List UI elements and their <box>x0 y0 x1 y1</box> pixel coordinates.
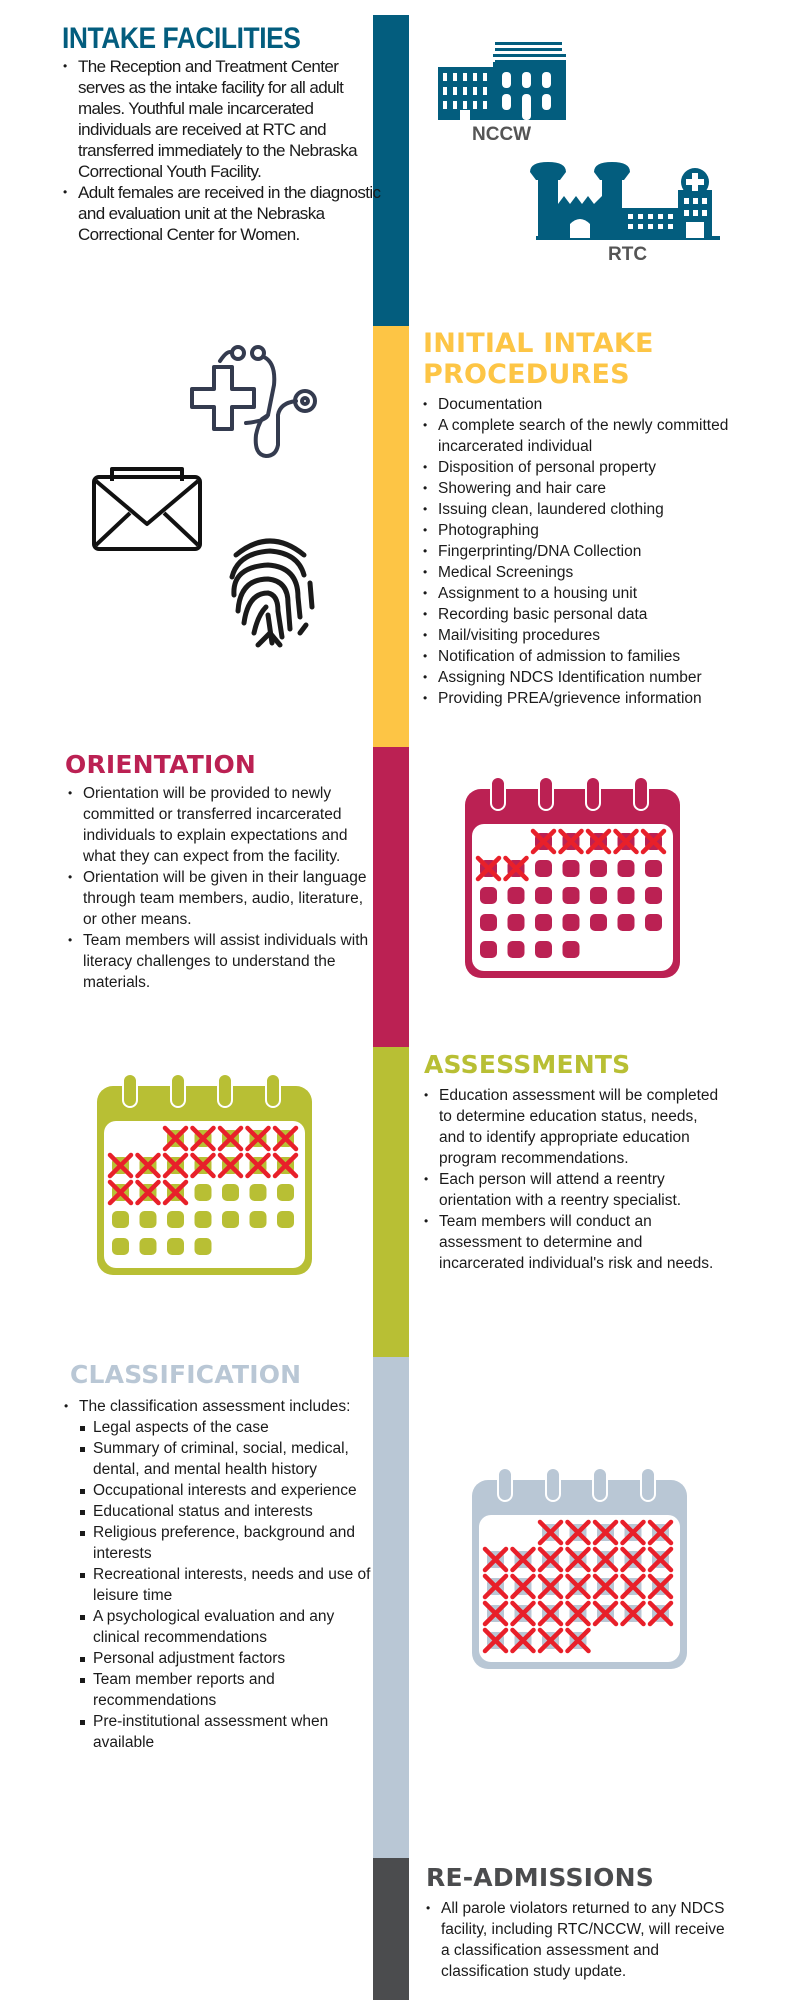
calendar-day <box>535 887 552 904</box>
list-item: • Assigning NDCS Identification number <box>423 667 743 688</box>
facility-label-nccw: NCCW <box>472 124 532 145</box>
calendar-day <box>590 887 607 904</box>
calendar-day <box>563 941 580 958</box>
timeline-segment-assessments <box>373 1047 409 1357</box>
calendar-day <box>140 1238 157 1255</box>
sublist-item: Legal aspects of the case <box>79 1417 374 1438</box>
calendar-ring <box>593 1468 607 1501</box>
calendar-day <box>618 860 635 877</box>
orientation-title: ORIENTATION <box>65 750 257 779</box>
calendar-day <box>480 914 497 931</box>
timeline-segment-initial-intake <box>373 326 409 747</box>
assessments-title: ASSESSMENTS <box>424 1050 631 1079</box>
title-line: PROCEDURES <box>423 359 630 390</box>
list-item: • Orientation will be given in their language through team members, audio, literature, or other means. <box>68 867 373 930</box>
sublist-item: Religious preference, background and interests <box>79 1522 374 1564</box>
list-item: • Providing PREA/grievence information <box>423 688 743 709</box>
building-icon <box>438 42 566 120</box>
calendar-day <box>508 914 525 931</box>
list-item: • Notification of admission to families <box>423 646 743 667</box>
list-item: • Documentation <box>423 394 743 415</box>
sublist-item: Occupational interests and experience <box>79 1480 374 1501</box>
envelope-icon <box>92 467 202 551</box>
calendar-day <box>535 860 552 877</box>
medical-cross-stethoscope-icon <box>188 345 323 460</box>
calendar-day <box>140 1211 157 1228</box>
calendar-day <box>563 887 580 904</box>
calendar-day <box>645 914 662 931</box>
calendar-day <box>508 941 525 958</box>
calendar-ring <box>641 1468 655 1501</box>
calendar-icon <box>465 777 680 978</box>
calendar-ring <box>491 777 505 810</box>
list-item: • Mail/visiting procedures <box>423 625 743 646</box>
list-item <box>64 1396 374 1753</box>
list-item: • Issuing clean, laundered clothing <box>423 499 743 520</box>
list-item: • Photographing <box>423 520 743 541</box>
calendar-day <box>250 1211 267 1228</box>
prison-hospital-icon <box>528 162 722 240</box>
calendar-icon <box>97 1074 312 1275</box>
list-item: • The Reception and Treatment Center serves as the intake facility for all adult males. Youthful male incarcerated individuals are received at RTC and transferred immediately to the Nebraska Correctional Youth Facility. <box>63 56 383 182</box>
calendar-day <box>222 1211 239 1228</box>
list-item: • Disposition of personal property <box>423 457 743 478</box>
title-line: INITIAL INTAKE <box>423 328 654 359</box>
readmissions-list <box>426 1898 736 1982</box>
classification-intro: The classification assessment includes: <box>79 1398 351 1415</box>
sublist-item: Personal adjustment factors <box>79 1648 374 1669</box>
calendar-day <box>222 1184 239 1201</box>
list-item: • Orientation will be provided to newly committed or transferred incarcerated individuals to explain expectations and what they can expect from the facility. <box>68 783 373 867</box>
calendar-day <box>167 1211 184 1228</box>
list-item: • Each person will attend a reentry orientation with a reentry specialist. <box>424 1169 724 1211</box>
calendar-ring <box>539 777 553 810</box>
classification-sublist <box>79 1417 374 1753</box>
calendar-day <box>167 1238 184 1255</box>
calendar-ring <box>634 777 648 810</box>
initial-intake-list <box>423 394 743 709</box>
calendar-day <box>618 887 635 904</box>
initial-intake-title <box>423 328 654 390</box>
list-item: • Showering and hair care <box>423 478 743 499</box>
calendar-day <box>195 1184 212 1201</box>
timeline-segment-orientation <box>373 747 409 1047</box>
list-item: • Medical Screenings <box>423 562 743 583</box>
sublist-item: Team member reports and recommendations <box>79 1669 374 1711</box>
list-item: • All parole violators returned to any NDCS facility, including RTC/NCCW, will receive a classification assessment and classification study update. <box>426 1898 736 1982</box>
orientation-list <box>68 783 373 993</box>
calendar-day <box>277 1211 294 1228</box>
calendar-ring <box>266 1074 280 1107</box>
intake-facilities-title: INTAKE FACILITIES <box>62 22 301 55</box>
list-item: • Fingerprinting/DNA Collection <box>423 541 743 562</box>
list-item: • Team members will conduct an assessment to determine and incarcerated individual's risk and needs. <box>424 1211 724 1274</box>
intake-facilities-list <box>63 56 383 245</box>
list-item: • Recording basic personal data <box>423 604 743 625</box>
calendar-day <box>563 914 580 931</box>
calendar-day <box>563 860 580 877</box>
calendar-day <box>195 1238 212 1255</box>
calendar-day <box>590 860 607 877</box>
calendar-day <box>250 1184 267 1201</box>
calendar-day <box>112 1238 129 1255</box>
calendar-ring <box>546 1468 560 1501</box>
sublist-item: Pre-institutional assessment when available <box>79 1711 374 1753</box>
timeline-segment-classification <box>373 1357 409 1858</box>
list-item: • Education assessment will be completed to determine education status, needs, and to identify appropriate education program recommendations. <box>424 1085 724 1169</box>
list-item: • Team members will assist individuals with literacy challenges to understand the materials. <box>68 930 373 993</box>
calendar-day <box>480 941 497 958</box>
sublist-item: Educational status and interests <box>79 1501 374 1522</box>
list-item: • A complete search of the newly committed incarcerated individual <box>423 415 743 457</box>
calendar-ring <box>123 1074 137 1107</box>
classification-list <box>64 1396 374 1753</box>
calendar-ring <box>218 1074 232 1107</box>
calendar-day <box>535 914 552 931</box>
calendar-day <box>195 1211 212 1228</box>
list-item: • Adult females are received in the diagnostic and evaluation unit at the Nebraska Correctional Center for Women. <box>63 182 383 245</box>
calendar-day <box>645 860 662 877</box>
sublist-item: A psychological evaluation and any clinical recommendations <box>79 1606 374 1648</box>
calendar-day <box>590 914 607 931</box>
calendar-icon <box>472 1468 687 1669</box>
assessments-list <box>424 1085 724 1274</box>
calendar-day <box>112 1211 129 1228</box>
facility-label-rtc: RTC <box>608 244 648 265</box>
calendar-day <box>645 887 662 904</box>
calendar-ring <box>171 1074 185 1107</box>
calendar-ring <box>586 777 600 810</box>
readmissions-title: RE-ADMISSIONS <box>426 1863 654 1892</box>
fingerprint-icon <box>228 537 314 649</box>
calendar-ring <box>498 1468 512 1501</box>
calendar-day <box>508 887 525 904</box>
classification-title: CLASSIFICATION <box>70 1360 302 1389</box>
sublist-item: Recreational interests, needs and use of leisure time <box>79 1564 374 1606</box>
calendar-day <box>480 887 497 904</box>
sublist-item: Summary of criminal, social, medical, dental, and mental health history <box>79 1438 374 1480</box>
list-item: • Assignment to a housing unit <box>423 583 743 604</box>
calendar-day <box>618 914 635 931</box>
calendar-day <box>535 941 552 958</box>
calendar-day <box>277 1184 294 1201</box>
timeline-segment-readmissions <box>373 1858 409 2000</box>
